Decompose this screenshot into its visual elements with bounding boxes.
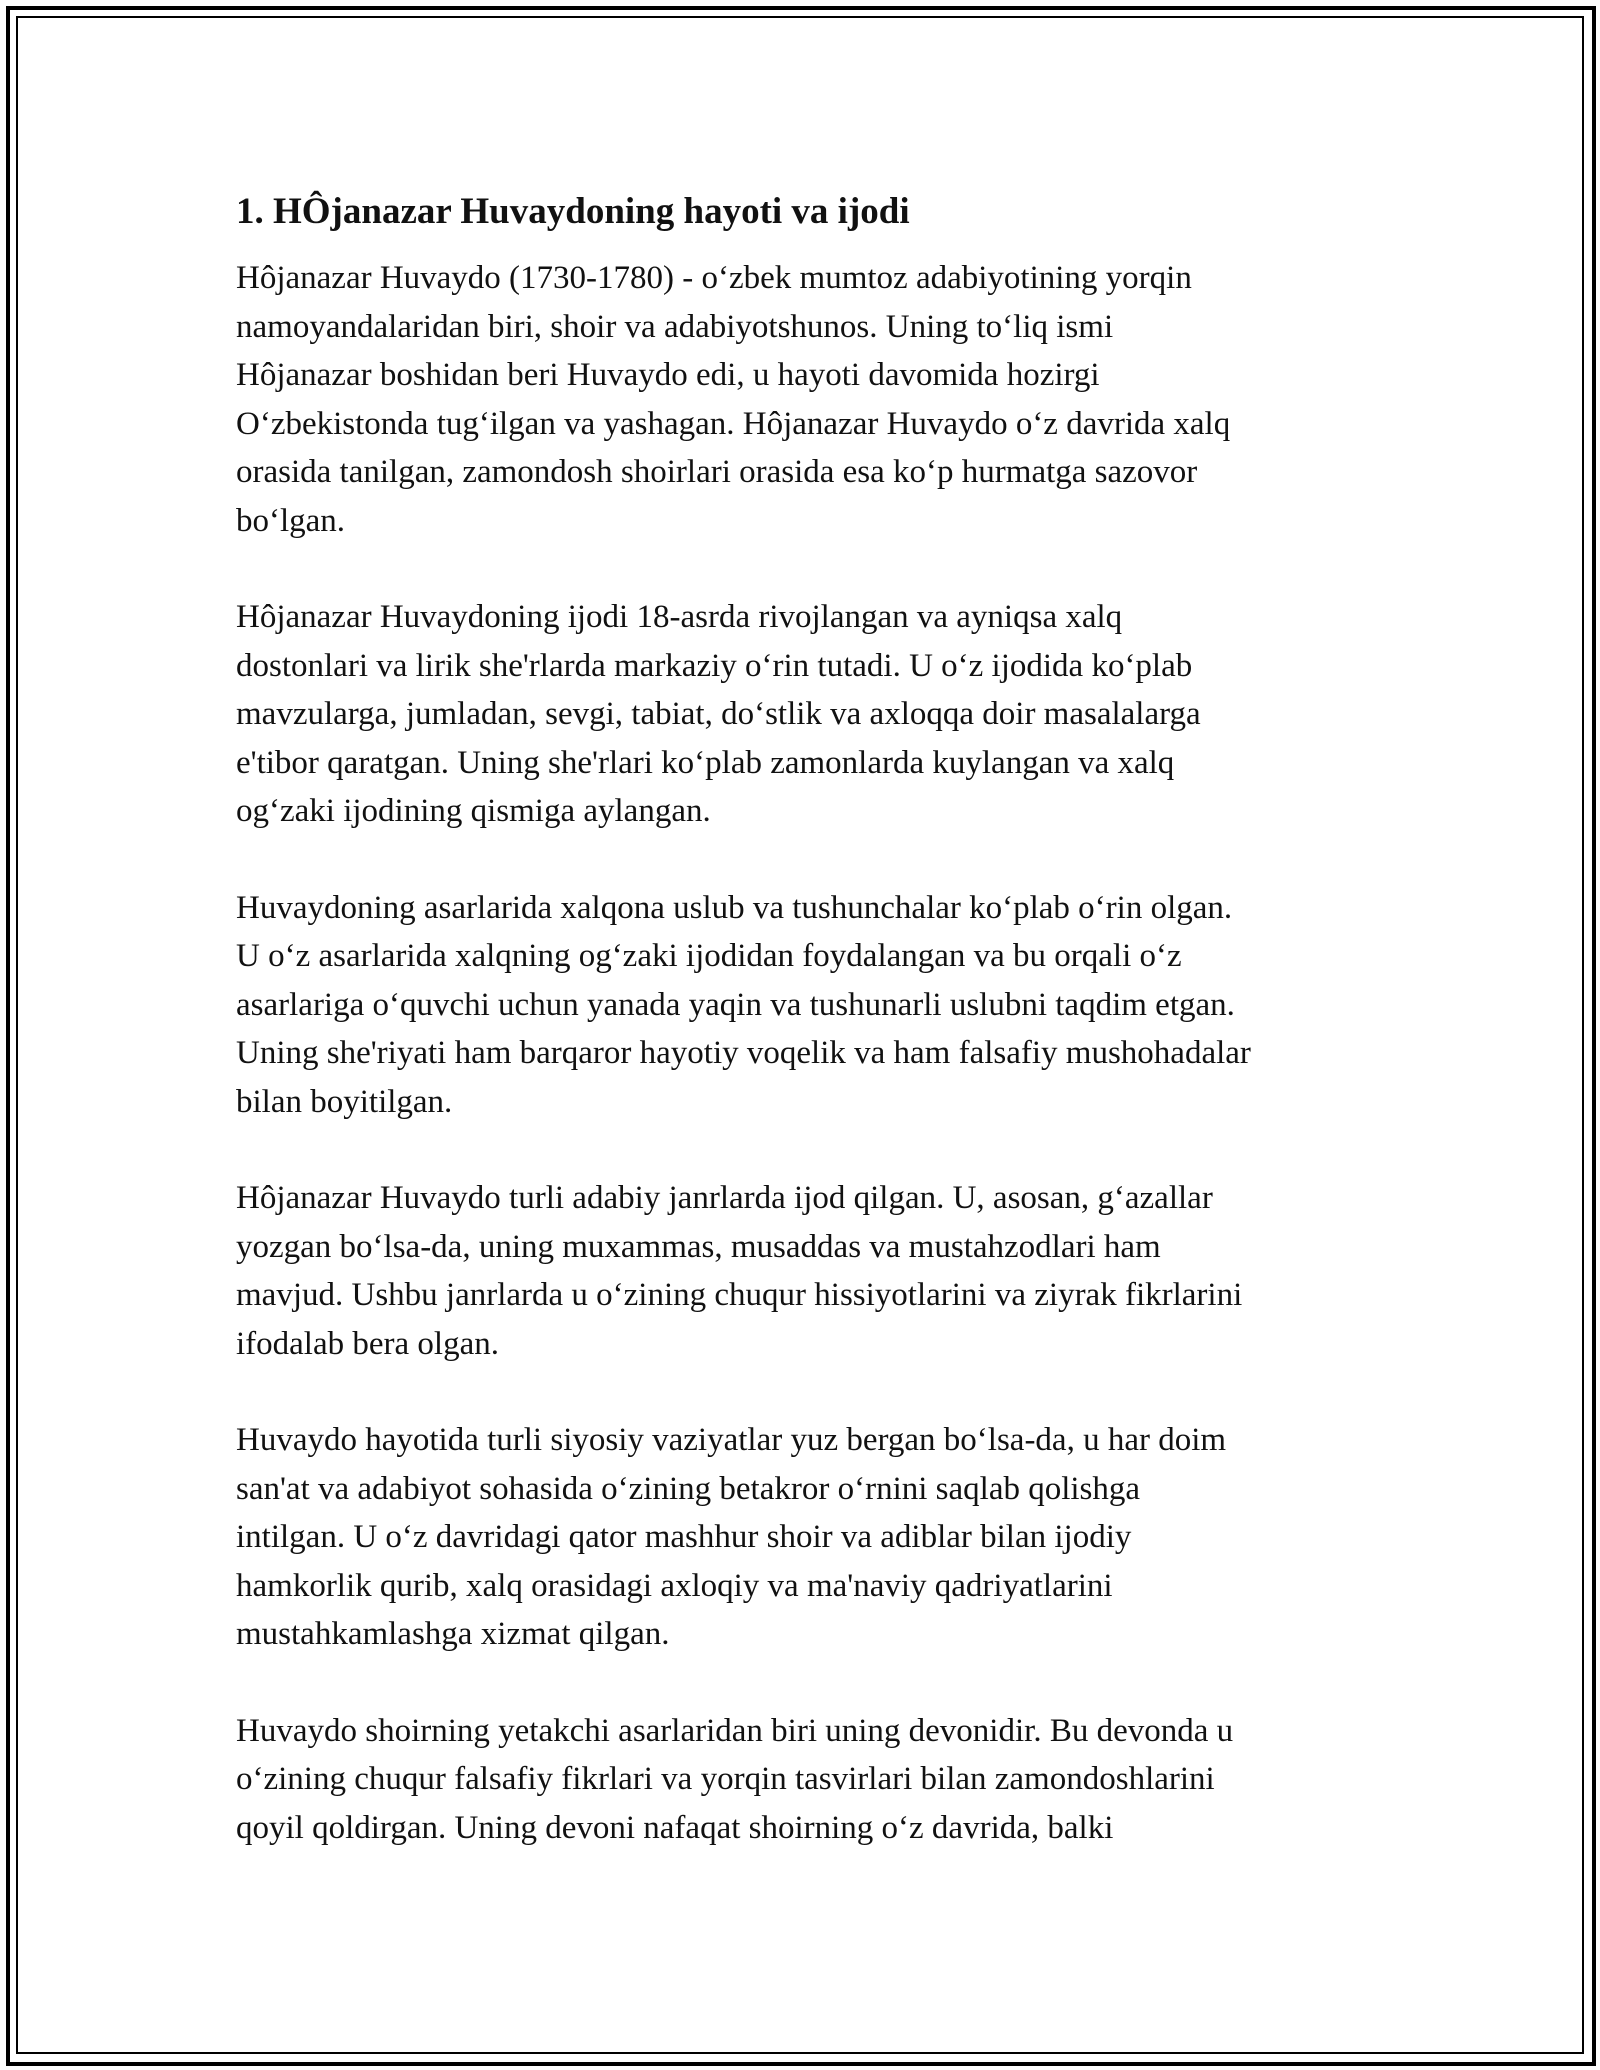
paragraph-line: bilan boyitilgan. (236, 1083, 453, 1120)
paragraph-line: Huvaydo shoirning yetakchi asarlaridan biri uning devonidir. Bu devonda u (236, 1712, 1234, 1749)
paragraph-line: oʻzining chuqur falsafiy fikrlari va yorqin tasvirlari bilan zamondoshlarini (236, 1761, 1215, 1797)
paragraph-line: namoyandalaridan biri, shoir va adabiyotshunos. Uning toʻliq ismi (236, 308, 1114, 345)
paragraph (236, 593, 1376, 836)
paragraph-line: dostonlari va lirik she'rlarda markaziy oʻrin tutadi. U oʻz ijodida koʻplab (236, 647, 1193, 684)
paragraph-line: Hôjanazar boshidan beri Huvaydo edi, u hayoti davomida hozirgi (236, 357, 1100, 393)
paragraph-line: Hôjanazar Huvaydo turli adabiy janrlarda ijod qilgan. U, asosan, gʻazallar (236, 1180, 1213, 1216)
paragraph-line: boʻlgan. (236, 502, 346, 539)
paragraph-line: mavjud. Ushbu janrlarda u oʻzining chuqur hissiyotlarini va ziyrak fikrlarini (236, 1277, 1243, 1313)
paragraph-line: Hôjanazar Huvaydoning ijodi 18-asrda rivojlangan va ayniqsa xalq (236, 599, 1123, 635)
paragraph-line: san'at va adabiyot sohasida oʻzining betakror oʻrnini saqlab qolishga (236, 1470, 1141, 1507)
paragraph-line: Huvaydo hayotida turli siyosiy vaziyatlar yuz bergan boʻlsa-da, u har doim (236, 1422, 1227, 1458)
paragraph (236, 254, 1376, 545)
paragraph-line: Uning she'riyati ham barqaror hayotiy voqelik va ham falsafiy mushohadalar (236, 1035, 1251, 1071)
paragraph (236, 1416, 1376, 1659)
paragraph-line: mustahkamlashga xizmat qilgan. (236, 1616, 670, 1652)
paragraph-line: ogʻzaki ijodining qismiga aylangan. (236, 793, 711, 829)
paragraph-line: mavzularga, jumladan, sevgi, tabiat, doʻstlik va axloqqa doir masalalarga (236, 696, 1201, 732)
paragraph-line: Oʻzbekistonda tugʻilgan va yashagan. Hôjanazar Huvaydo oʻz davrida xalq (236, 405, 1231, 442)
paragraph-line: asarlariga oʻquvchi uchun yanada yaqin va tushunarli uslubni taqdim etgan. (236, 986, 1235, 1023)
document-body (236, 186, 1376, 1900)
paragraph (236, 1174, 1376, 1368)
paragraph (236, 884, 1376, 1127)
paragraph (236, 1707, 1376, 1853)
document-title: 1. HÔjanazar Huvaydoning hayoti va ijodi (236, 191, 910, 232)
paragraph-container (236, 254, 1376, 1852)
paragraph-line: Huvaydoning asarlarida xalqona uslub va tushunchalar koʻplab oʻrin olgan. (236, 889, 1233, 926)
paragraph-line: orasida tanilgan, zamondosh shoirlari orasida esa koʻp hurmatga sazovor (236, 454, 1198, 490)
paragraph-line: ifodalab bera olgan. (236, 1325, 499, 1362)
paragraph-line: U oʻz asarlarida xalqning ogʻzaki ijodidan foydalangan va bu orqali oʻz (236, 938, 1182, 974)
paragraph-line: Hôjanazar Huvaydo (1730-1780) - oʻzbek mumtoz adabiyotining yorqin (236, 260, 1192, 296)
paragraph-line: e'tibor qaratgan. Uning she'rlari koʻplab zamonlarda kuylangan va xalq (236, 744, 1175, 781)
paragraph-line: hamkorlik qurib, xalq orasidagi axloqiy va ma'naviy qadriyatlarini (236, 1567, 1113, 1604)
paragraph-line: qoyil qoldirgan. Uning devoni nafaqat shoirning oʻz davrida, balki (236, 1809, 1114, 1846)
paragraph-line: intilgan. U oʻz davridagi qator mashhur shoir va adiblar bilan ijodiy (236, 1519, 1132, 1555)
paragraph-line: yozgan boʻlsa-da, uning muxammas, musaddas va mustahzodlari ham (236, 1228, 1161, 1265)
